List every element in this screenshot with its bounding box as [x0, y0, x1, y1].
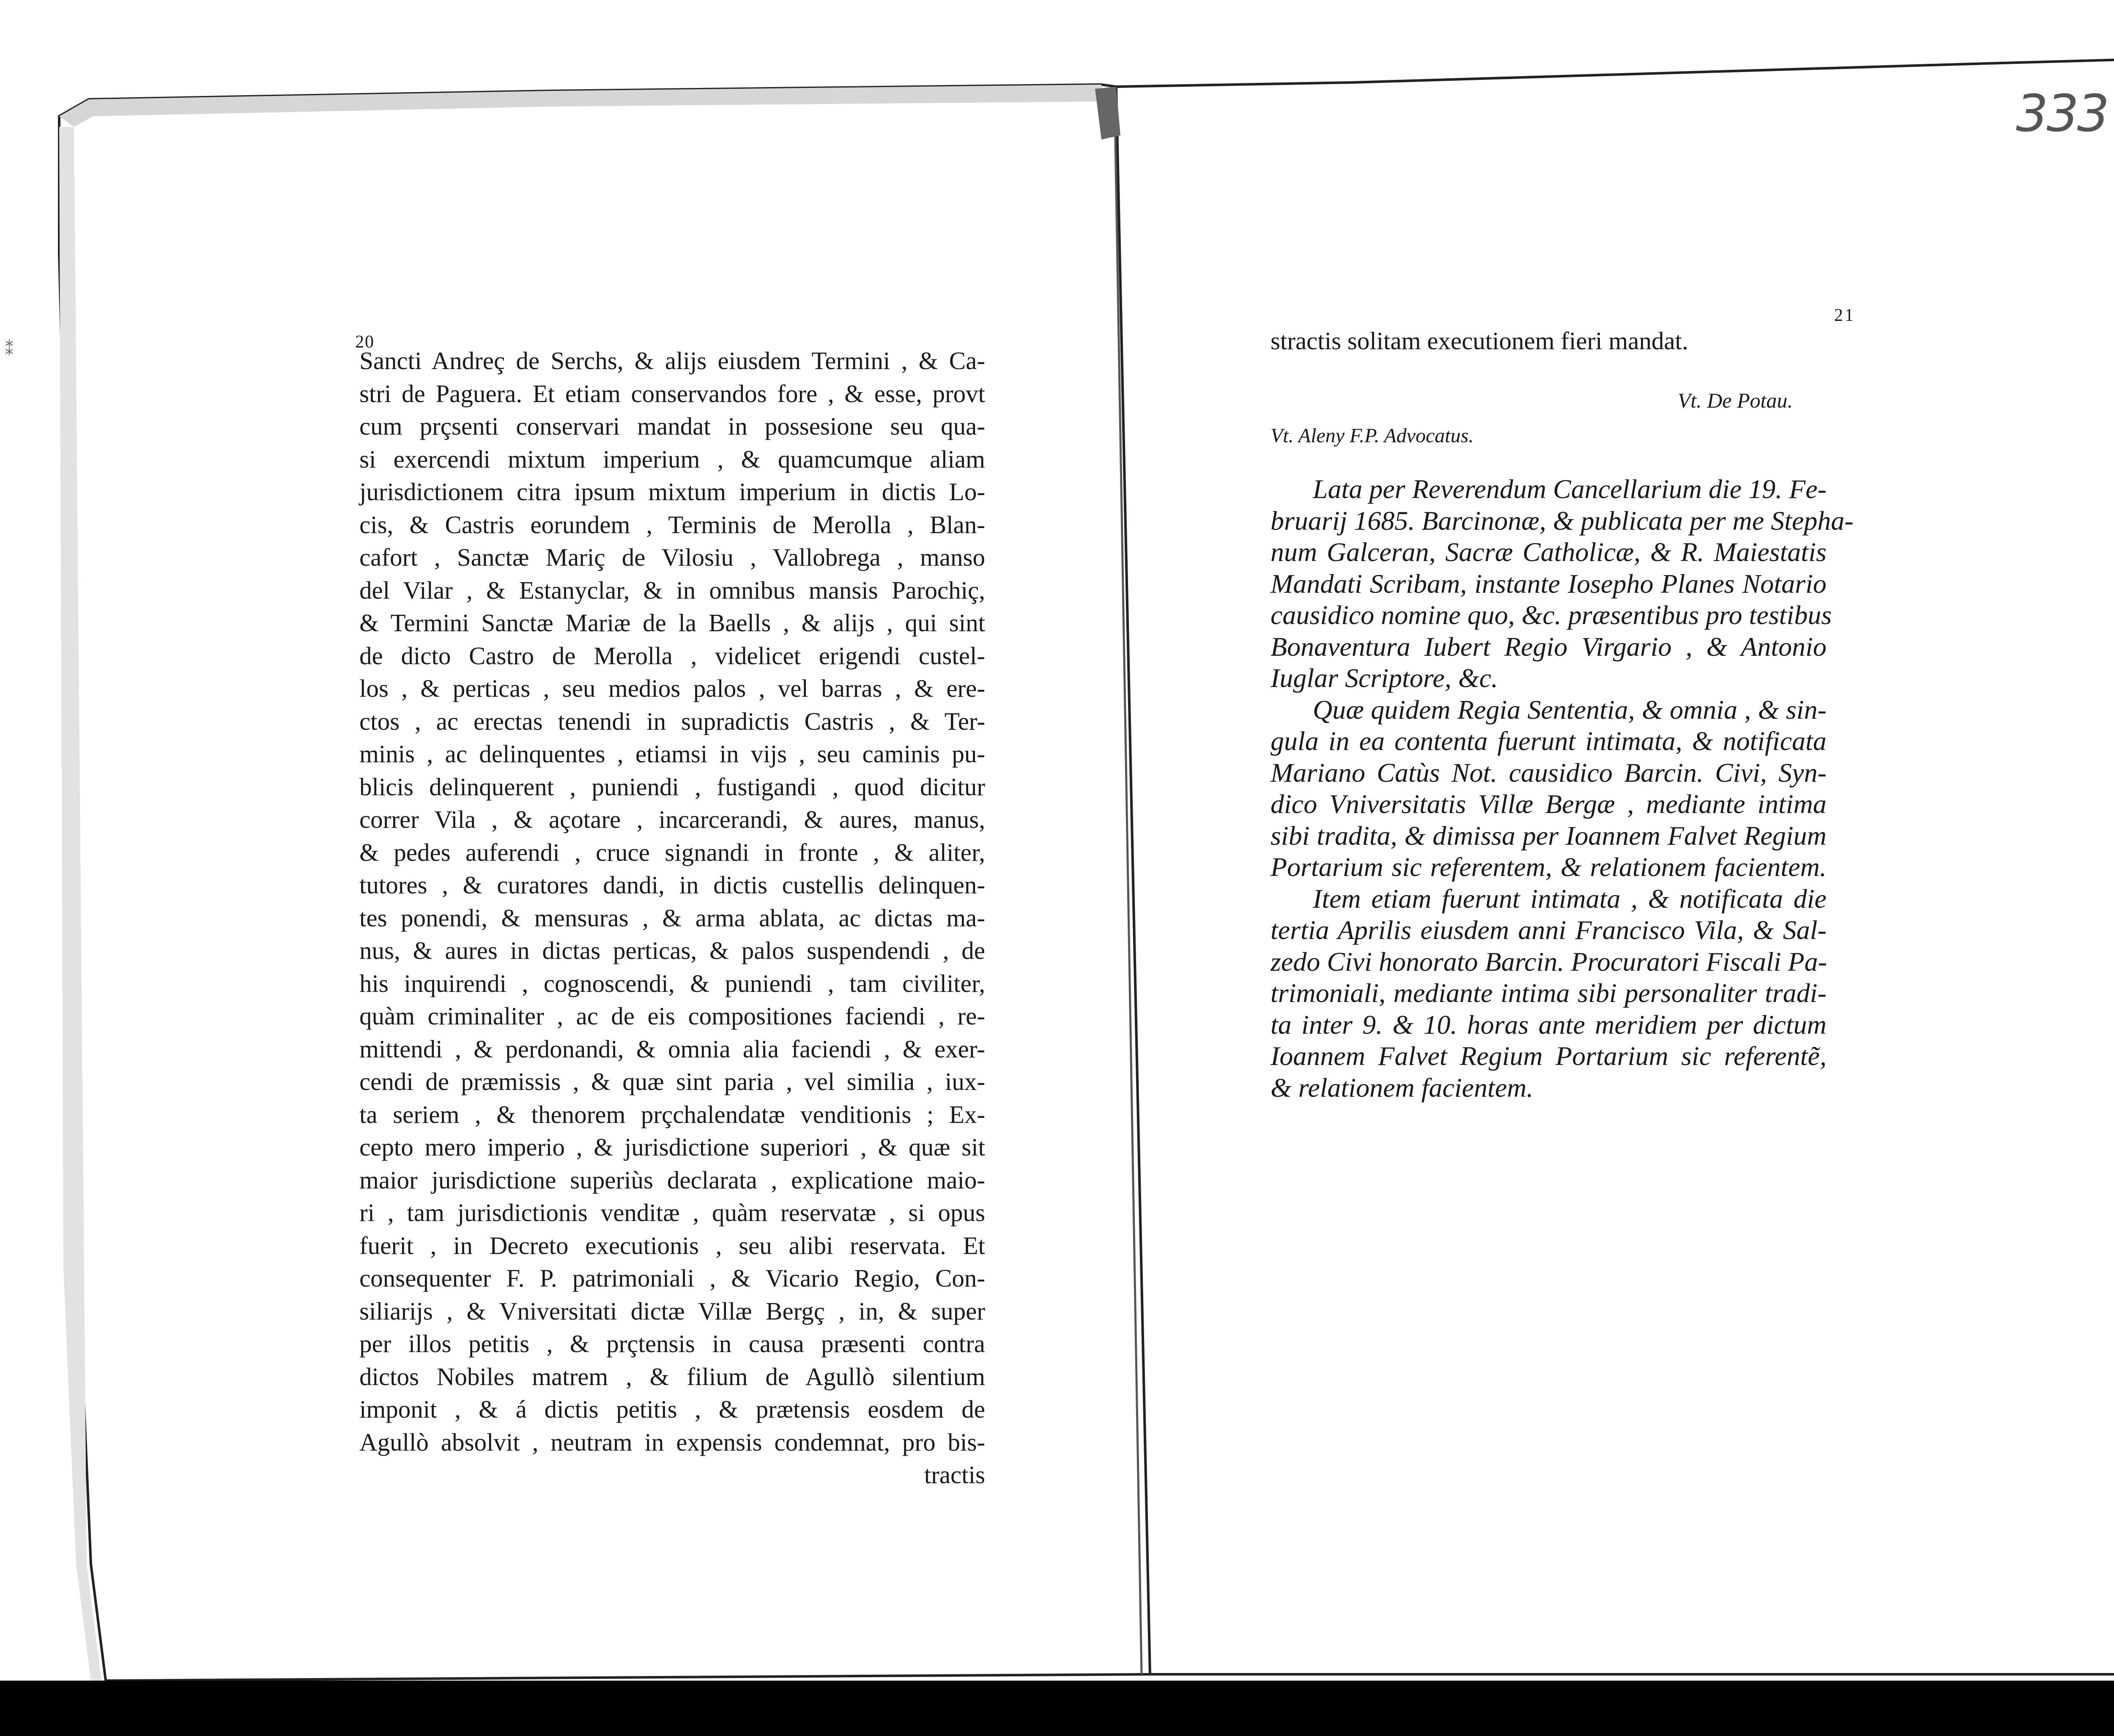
svg-text:⁑: ⁑ — [5, 340, 14, 359]
text-line: Iuglar Scriptore, &c. — [1271, 663, 1498, 693]
text-line: cepto mero imperio , & jurisdictione superiori , & quæ sit — [359, 1133, 985, 1161]
text-line: imponit , & á dictis petitis , & prætensis eosdem de — [359, 1395, 985, 1423]
text-line: correr Vila , & açotare , incarcerandi, & aures, manus, — [359, 805, 985, 833]
continuation-line: stractis solitam executionem fieri mandat. — [1271, 327, 1688, 355]
text-line: maior jurisdictione superiùs declarata , explicatione maio- — [359, 1166, 985, 1194]
text-line: num Galceran, Sacræ Catholicæ, & R. Maiestatis — [1271, 537, 1826, 567]
text-line: & pedes auferendi , cruce signandi in fronte , & aliter, — [359, 838, 985, 866]
text-line: & Termini Sanctæ Mariæ de la Baells , & alijs , qui sint — [359, 609, 985, 637]
text-line: dictos Nobiles matrem , & filium de Agullò silentium — [359, 1362, 985, 1391]
text-line: cis, & Castris eorundem , Terminis de Merolla , Blan- — [359, 510, 985, 539]
text-line: & relationem facientem. — [1271, 1072, 1533, 1103]
text-line: jurisdictionem citra ipsum mixtum imperium in dictis Lo- — [359, 478, 985, 506]
text-line: Mariano Catùs Not. causidico Barcin. Civi, Syn- — [1271, 757, 1826, 788]
text-line: tes ponendi, & mensuras , & arma ablata, ac dictas ma- — [359, 904, 985, 932]
text-line: dico Vniversitatis Villæ Bergæ , mediante intima — [1271, 789, 1826, 819]
text-line: ta inter 9. & 10. horas ante meridiem per dictum — [1271, 1009, 1826, 1040]
text-line: minis , ac delinquentes , etiamsi in vijs , seu caminis pu- — [359, 740, 985, 768]
text-line: ta seriem , & thenorem prçchalendatæ venditionis ; Ex- — [359, 1100, 985, 1128]
text-line: bruarij 1685. Barcinonæ, & publicata per me Stepha- — [1271, 505, 1854, 536]
text-line: blicis delinquerent , puniendi , fustigandi , quod dicitur — [359, 772, 985, 801]
catchword: tractis — [924, 1461, 985, 1489]
text-line: Sancti Andreç de Serchs, & alijs eiusdem Termini , & Ca- — [359, 347, 985, 375]
page-number-left: 20 — [355, 332, 375, 352]
right-page-text — [1271, 474, 1854, 1103]
text-line: per illos petitis , & prçtensis in causa præsenti contra — [359, 1330, 985, 1358]
text-line: mittendi , & perdonandi, & omnia alia faciendi , & exer- — [359, 1035, 985, 1063]
text-line: fuerit , in Decreto executionis , seu alibi reservata. Et — [359, 1231, 985, 1260]
text-line: stri de Paguera. Et etiam conservandos fore , & esse, provt — [359, 379, 985, 408]
text-line: Item etiam fuerunt intimata , & notificata die — [1313, 883, 1826, 914]
text-line: his inquirendi , cognoscendi, & puniendi , tam civiliter, — [359, 969, 985, 997]
text-line: causidico nomine quo, &c. præsentibus pro testibus — [1271, 600, 1832, 630]
signature-aleny: Vt. Aleny F.P. Advocatus. — [1271, 424, 1474, 447]
text-line: Lata per Reverendum Cancellarium die 19. Fe- — [1313, 474, 1827, 504]
text-line: Agullò absolvit , neutram in expensis condemnat, pro bis- — [359, 1428, 985, 1456]
signature-potau: Vt. De Potau. — [1678, 389, 1793, 412]
text-line: Bonaventura Iubert Regio Virgario , & Antonio — [1271, 631, 1826, 662]
text-line: cum prçsenti conservari mandat in possesione seu qua- — [359, 412, 985, 440]
text-line: Mandati Scribam, instante Iosepho Planes Notario — [1271, 568, 1826, 599]
scan-bottom-border — [0, 1681, 2114, 1736]
text-line: siliarijs , & Vniversitati dictæ Villæ Bergç , in, & super — [359, 1297, 985, 1325]
text-line: si exercendi mixtum imperium , & quamcumque aliam — [359, 445, 985, 473]
page-number-right: 21 — [1834, 306, 1855, 325]
text-line: quàm criminaliter , ac de eis compositiones faciendi , re- — [359, 1002, 985, 1030]
text-line: zedo Civi honorato Barcin. Procuratori Fiscali Pa- — [1271, 946, 1827, 977]
text-line: sibi tradita, & dimissa per Ioannem Falvet Regium — [1271, 820, 1826, 851]
text-line: Portarium sic referentem, & relationem facientem. — [1271, 852, 1826, 882]
text-line: nus, & aures in dictas perticas, & palos suspendendi , de — [359, 936, 985, 964]
text-line: de dicto Castro de Merolla , videlicet erigendi custel- — [359, 641, 985, 670]
text-line: Quæ quidem Regia Sententia, & omnia , & sin- — [1313, 694, 1826, 725]
text-line: Ioannem Falvet Regium Portarium sic referentẽ, — [1271, 1041, 1826, 1071]
text-line: trimoniali, mediante intima sibi personaliter tradi- — [1271, 978, 1826, 1008]
folio-number: 333 — [2016, 85, 2108, 143]
left-page-text — [359, 345, 985, 1492]
text-line: cendi de præmissis , & quæ sint paria , vel similia , iux- — [359, 1068, 985, 1095]
text-line: tutores , & curatores dandi, in dictis custellis delinquen- — [359, 871, 985, 899]
text-line: ctos , ac erectas tenendi in supradictis Castris , & Ter- — [359, 707, 985, 735]
text-line: cafort , Sanctæ Mariç de Vilosiu , Vallobrega , manso — [359, 543, 985, 571]
text-line: tertia Aprilis eiusdem anni Francisco Vila, & Sal- — [1271, 915, 1826, 945]
text-line: del Vilar , & Estanyclar, & in omnibus mansis Parochiç, — [359, 576, 985, 604]
text-line: gula in ea contenta fuerunt intimata, & notificata — [1271, 726, 1826, 756]
text-line: ri , tam jurisdictionis venditæ , quàm reservatæ , si opus — [359, 1199, 985, 1227]
text-line: los , & perticas , seu medios palos , vel barras , & ere- — [359, 674, 985, 702]
text-line: consequenter F. P. patrimoniali , & Vicario Regio, Con- — [359, 1264, 985, 1292]
